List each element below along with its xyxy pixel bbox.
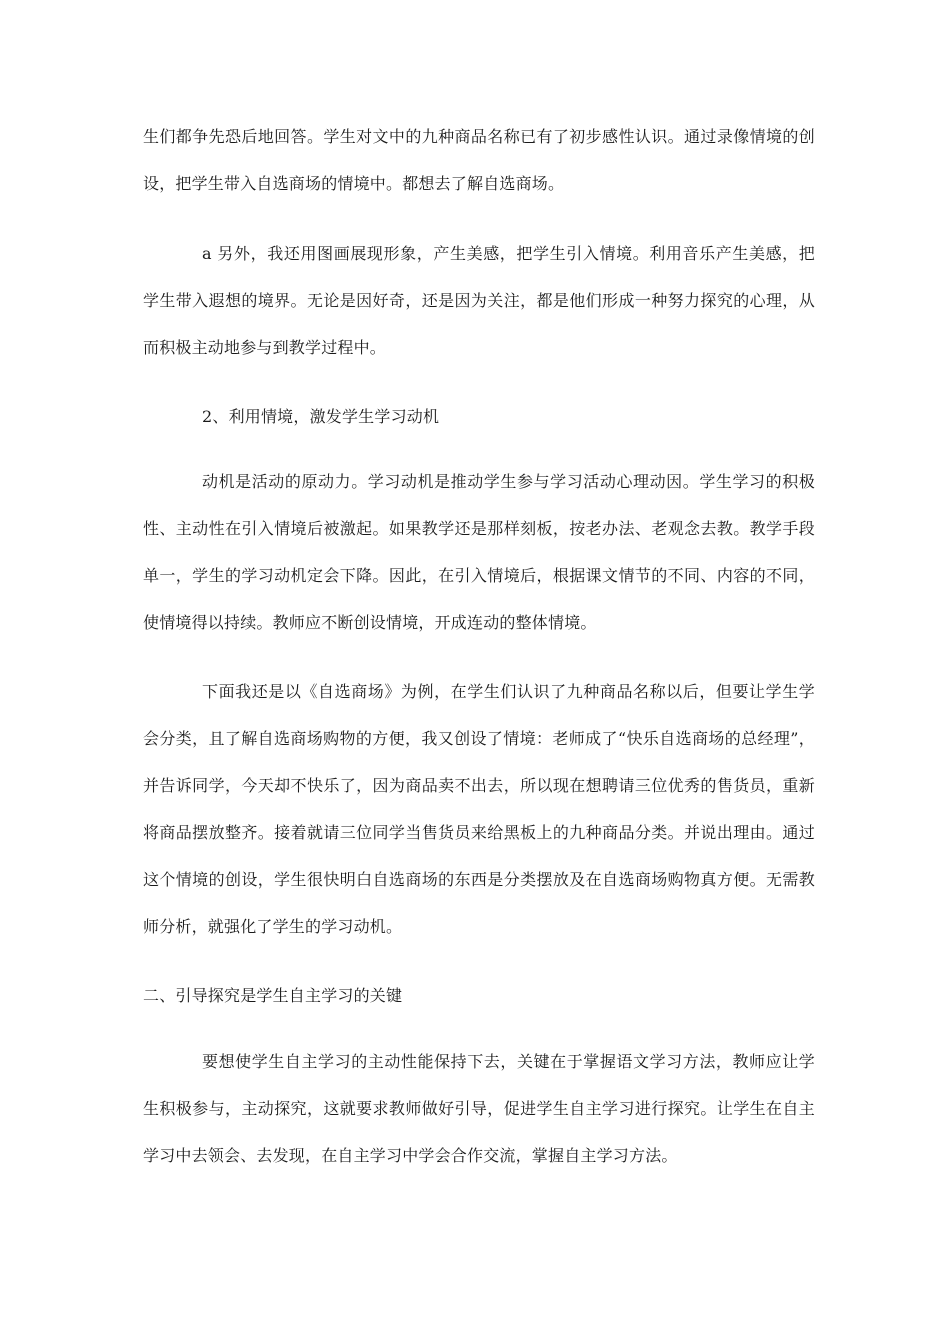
section-heading-two: 二、引导探究是学生自主学习的关键 [143,986,403,1005]
paragraph-motivation: 动机是活动的原动力。学习动机是推动学生参与学习活动心理动因。学生学习的积极性、主动性在引入情境后被激起。如果教学还是那样刻板，按老办法、老观念去教。教学手段单一，学生的学习动机定会下降。因此，在引入情境后，根据课文情节的不同、内容的不同，使情境得以持续。教师应不断创设情境，开成连动的整体情境。 [143,472,815,632]
paragraph-image-music: a 另外，我还用图画展现形象，产生美感，把学生引入情境。利用音乐产生美感，把学生带入遐想的境界。无论是因好奇，还是因为关注，都是他们形成一种努力探究的心理，从而积极主动地参与到教学过程中。 [143,244,815,357]
paragraph-example: 下面我还是以《自选商场》为例，在学生们认识了九种商品名称以后，但要让学生学会分类，且了解自选商场购物的方便，我又创设了情境：老师成了“快乐自选商场的总经理”，并告诉同学，今天却不快乐了，因为商品卖不出去，所以现在想聘请三位优秀的售货员，重新将商品摆放整齐。接着就请三位同学当售货员来给黑板上的九种商品分类。并说出理由。通过这个情境的创设，学生很快明白自选商场的东西是分类摆放及在自选商场购物真方便。无需教师分析，就强化了学生的学习动机。 [143,682,815,936]
paragraph-guided-inquiry: 要想使学生自主学习的主动性能保持下去，关键在于掌握语文学习方法，教师应让学生积极参与，主动探究，这就要求教师做好引导，促进学生自主学习进行探究。让学生在自主学习中去领会、去发现，在自主学习中学会合作交流，掌握自主学习方法。 [143,1052,815,1165]
paragraph-continuation: 生们都争先恐后地回答。学生对文中的九种商品名称已有了初步感性认识。通过录像情境的创设，把学生带入自选商场的情境中。都想去了解自选商场。 [143,127,815,193]
section-heading-2: 2、利用情境，激发学生学习动机 [202,407,440,426]
